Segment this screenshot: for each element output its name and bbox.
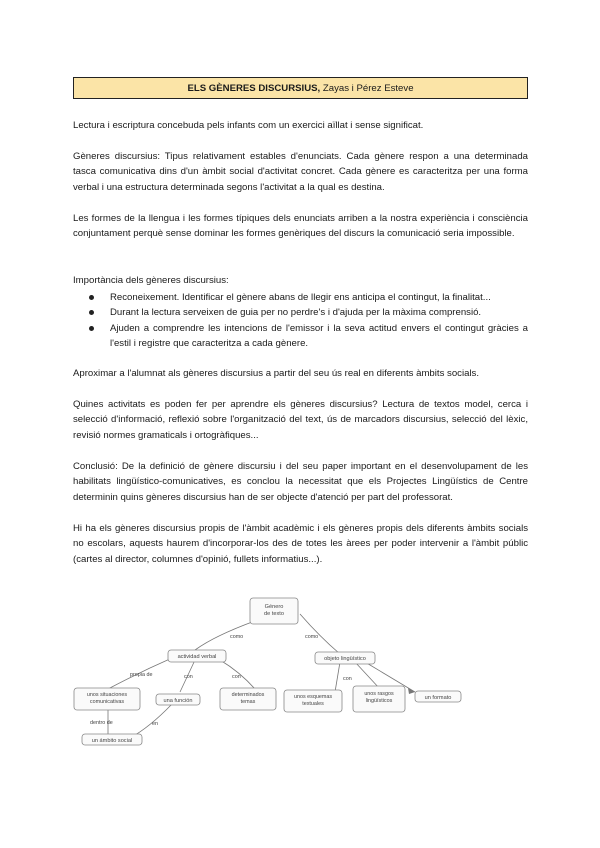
title-bold: ELS GÈNERES DISCURSIUS, — [187, 82, 321, 94]
root-label: Género de texto — [264, 604, 284, 617]
list-item: Reconeixement. Identificar el gènere abans de llegir ens anticipa el contingut, la finalitat... — [73, 290, 528, 305]
funcion-label: una función — [163, 698, 193, 704]
paragraph-definition: Gèneres discursius: Tipus relativament estables d'enunciats. Cada gènere respon a una determinada tasca comunicativa dins d'un àmbit social d'activitat concret. Cada gènere es caracteritza per una forma verbal i una estructura determinada segons l'activitat a la qual es destina. — [73, 151, 528, 193]
list-item: Durant la lectura serveixen de guia per no perdre's i d'ajuda per la màxima comprensió. — [73, 305, 528, 320]
rasgos-label: unos rasgos lingüísticos — [364, 691, 394, 704]
paragraph-importance-heading: Importància dels gèneres discursius: — [73, 275, 229, 286]
link-label: con — [343, 676, 352, 682]
bullet-icon — [89, 326, 94, 331]
link-label: dentro de — [90, 720, 113, 726]
link-label: como — [230, 634, 244, 640]
link-label: en — [152, 721, 158, 727]
temas-label: determinados temas — [231, 692, 265, 705]
formato-label: un formato — [424, 695, 452, 701]
paragraph-forms: Les formes de la llengua i les formes típiques dels enunciats arriben a la nostra experiència i consciència conjuntament perquè sense dominar les formes genèriques del discurs la comunicació seria impossible. — [73, 213, 528, 240]
concept-map-links — [108, 614, 415, 738]
concept-map-link-labels — [90, 634, 352, 727]
objeto-label: objeto lingüístico — [324, 656, 366, 662]
title-authors: Zayas i Pérez Esteve — [320, 82, 414, 94]
link-label: como — [305, 634, 319, 640]
paragraph-domains: Hi ha els gèneres discursius propis de l'àmbit acadèmic i els gèneres propis dels diferents àmbits socials no escolars, aquests haurem d'incorporar-los des de totes les àrees per poder intervenir a l'àmbit públic (cartes al director, columnes d'opinió, fullets informatius...). — [73, 523, 528, 565]
importance-list — [73, 290, 528, 352]
paragraph-intro: Lectura i escriptura concebuda pels infants com un exercici aïllat i sense significat. — [73, 120, 424, 131]
paragraph-activities: Quines activitats es poden fer per aprendre els gèneres discursius? Lectura de textos model, cerca i selecció d'informació, reflexió sobre l'organització del text, ús de marcadors discursius, selecció del lèxic, revisió normes gramaticals i ortogràfiques... — [73, 399, 528, 441]
actividad-label: actividad verbal — [177, 654, 217, 660]
bullet-icon — [89, 295, 94, 300]
concept-map — [60, 592, 540, 762]
paragraph-approach: Aproximar a l'alumnat als gèneres discursius a partir del seu ús real en diferents àmbits socials. — [73, 368, 480, 379]
link-label: con — [184, 674, 193, 680]
bullet-icon — [89, 310, 94, 315]
link-label: con — [232, 674, 241, 680]
ambito-label: un ámbito social — [91, 738, 133, 744]
situaciones-label: unos situaciones comunicativas — [86, 692, 128, 705]
esquemas-label: unos esquemas textuales — [293, 694, 333, 707]
document-title — [73, 77, 528, 99]
list-item: Ajuden a comprendre les intencions de l'emissor i la seva actitud envers el contingut gràcies a l'estil i registre que caracteritza a cada gènere. — [73, 321, 528, 352]
paragraph-conclusion: Conclusió: De la definició de gènere discursiu i del seu paper important en el desenvolupament de les habilitats lingüístico-comunicatives, es conclou la necessitat que els Projectes Lingüístics de Centre determinin quins gèneres discursius han de ser objecte d'atenció per part del professorat. — [73, 461, 528, 503]
link-label: propia de — [130, 672, 153, 678]
